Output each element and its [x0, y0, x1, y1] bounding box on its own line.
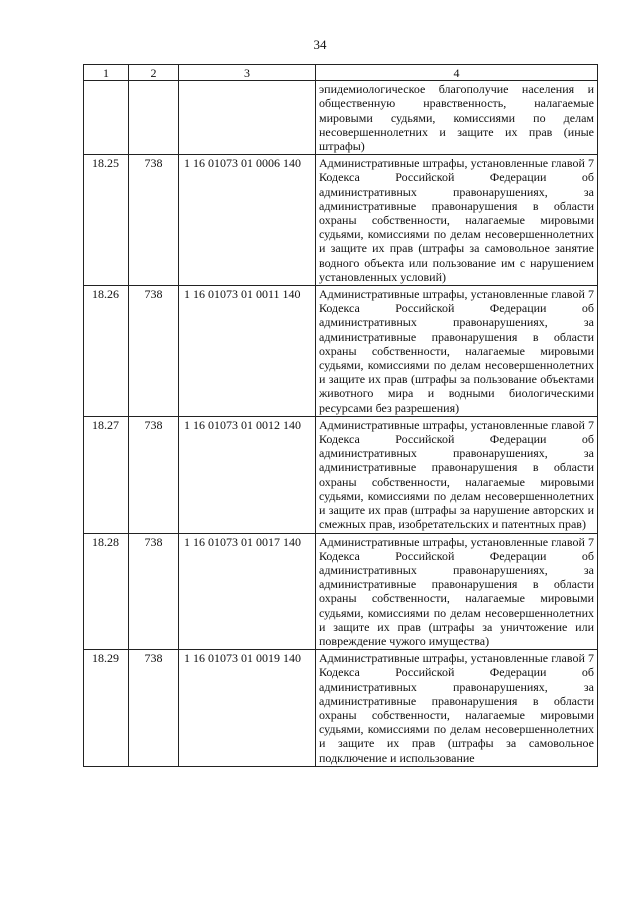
row-description: Административные штрафы, установленные главой 7 Кодекса Российской Федерации об административных правонарушениях, за административные правонарушения в области охраны собственности, налагаемые мировыми судьями, комиссиями по делам несовершеннолетних и защите их прав (штрафы за самовольное подключение и использование	[316, 650, 598, 767]
admin-code: 738	[129, 286, 179, 417]
budget-classification-code: 1 16 01073 01 0006 140	[179, 155, 316, 286]
admin-code: 738	[129, 650, 179, 767]
table-row	[84, 416, 598, 533]
table-row	[84, 286, 598, 417]
row-number: 18.29	[84, 650, 129, 767]
page-number: 34	[313, 37, 327, 52]
budget-classification-code: 1 16 01073 01 0011 140	[179, 286, 316, 417]
budget-classification-code: 1 16 01073 01 0012 140	[179, 416, 316, 533]
budget-classification-code: 1 16 01073 01 0019 140	[179, 650, 316, 767]
header-col-4: 4	[316, 65, 598, 81]
budget-classification-code: 1 16 01073 01 0017 140	[179, 533, 316, 650]
continuation-desc: эпидемиологическое благополучие населения и общественную нравственность, налагаемые мировыми судьями, комиссиями по делам несовершеннолетних и защите их прав (иные штрафы)	[316, 81, 598, 155]
header-col-3: 3	[179, 65, 316, 81]
row-number: 18.28	[84, 533, 129, 650]
continuation-row	[84, 81, 598, 155]
row-number: 18.25	[84, 155, 129, 286]
header-col-1: 1	[84, 65, 129, 81]
continuation-kbk-cell	[179, 81, 316, 155]
admin-code: 738	[129, 416, 179, 533]
row-number: 18.26	[84, 286, 129, 417]
table-row	[84, 155, 598, 286]
table-row	[84, 650, 598, 767]
row-description: Административные штрафы, установленные главой 7 Кодекса Российской Федерации об административных правонарушениях, за административные правонарушения в области охраны собственности, налагаемые мировыми судьями, комиссиями по делам несовершеннолетних и защите их прав (штрафы за уничтожение или повреждение чужого имущества)	[316, 533, 598, 650]
row-description: Административные штрафы, установленные главой 7 Кодекса Российской Федерации об административных правонарушениях, за административные правонарушения в области охраны собственности, налагаемые мировыми судьями, комиссиями по делам несовершеннолетних и защите их прав (штрафы за самовольное занятие водного объекта или пользование им с нарушением установленных условий)	[316, 155, 598, 286]
admin-code: 738	[129, 533, 179, 650]
row-description: Административные штрафы, установленные главой 7 Кодекса Российской Федерации об административных правонарушениях, за административные правонарушения в области охраны собственности, налагаемые мировыми судьями, комиссиями по делам несовершеннолетних и защите их прав (штрафы за пользование объектами животного мира и водными биологическими ресурсами без разрешения)	[316, 286, 598, 417]
table-row	[84, 533, 598, 650]
continuation-code-cell	[129, 81, 179, 155]
continuation-num-cell	[84, 81, 129, 155]
budget-codes-table	[83, 64, 598, 767]
header-col-2: 2	[129, 65, 179, 81]
row-number: 18.27	[84, 416, 129, 533]
row-description: Административные штрафы, установленные главой 7 Кодекса Российской Федерации об административных правонарушениях, за административные правонарушения в области охраны собственности, налагаемые мировыми судьями, комиссиями по делам несовершеннолетних и защите их прав (штрафы за нарушение авторских и смежных прав, изобретательских и патентных прав)	[316, 416, 598, 533]
admin-code: 738	[129, 155, 179, 286]
table-header-row	[84, 65, 598, 81]
